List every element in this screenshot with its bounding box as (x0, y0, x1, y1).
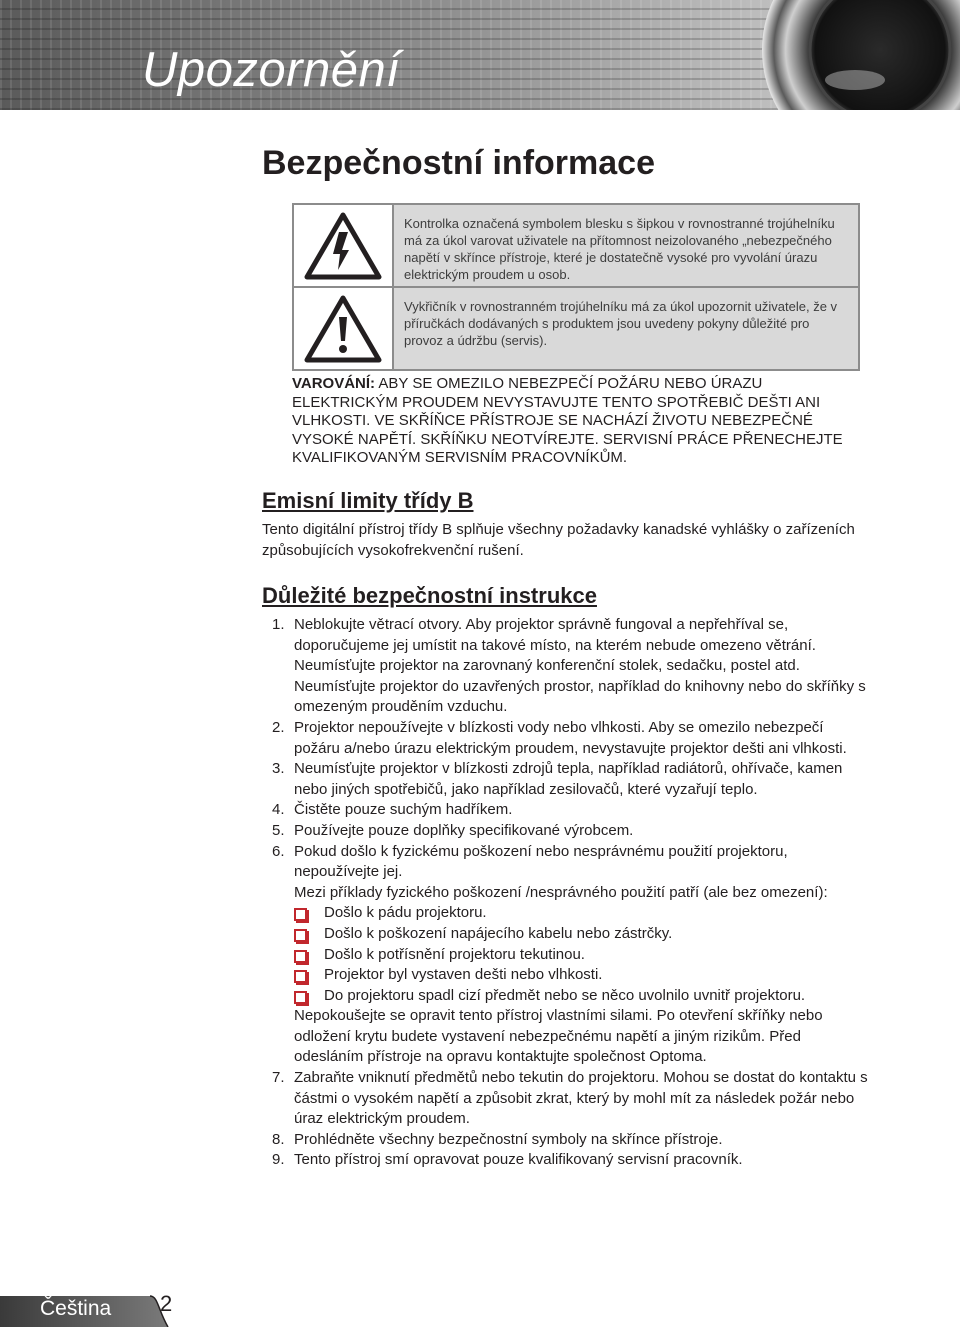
damage-examples-list (294, 903, 872, 1006)
section-title: Bezpečnostní informace (262, 144, 655, 182)
list-item (272, 615, 872, 718)
checkbox-bullet-icon (294, 908, 307, 921)
item-sub-outro: Nepokoušejte se opravit tento přístroj vlastními silami. Po otevření skříňky nebo odložení krytu budete vystavení nebezpečnému napětí a jiným rizikům. Před odesláním přístroje na opravu kontaktujte společnost Optoma. (294, 1007, 823, 1066)
item-number: 5. (272, 821, 285, 839)
warning-lightning-text: Kontrolka označená symbolem blesku s šipkou v rovnostranné trojúhelníku má za úkol varovat uživatele na přítomnost neizolovaného „nebezpečného napětí v skřínce přístroje, které je dostatečně vysoké pro vyvolání úrazu elektrickým proudem u osob. (404, 216, 835, 282)
item-text: Projektor nepoužívejte v blízkosti vody nebo vlhkosti. Aby se omezilo nebezpečí požáru a/nebo úrazu elektrickým proudem, nevystavujte projektor dešti ani vlhkosti. (294, 718, 847, 757)
sub-list-item (294, 986, 872, 1007)
header-banner (0, 0, 960, 110)
item-text: Tento přístroj smí opravovat pouze kvalifikovaný servisní pracovník. (294, 1151, 743, 1169)
warning-row-lightning (294, 205, 858, 286)
footer-language: Čeština (40, 1297, 112, 1320)
item-number: 6. (272, 842, 285, 860)
sub-list-item (294, 924, 872, 945)
caps-warning-label: VAROVÁNÍ: (292, 375, 376, 392)
warning-symbols-table (292, 203, 860, 371)
list-item (272, 1068, 872, 1130)
item-number: 3. (272, 760, 285, 778)
checkbox-bullet-icon (294, 929, 307, 942)
item-text: Čistěte pouze suchým hadříkem. (294, 801, 513, 819)
item-sub-intro: Mezi příklady fyzického poškození /nesprávného použití patří (ale bez omezení): (294, 883, 828, 901)
exclamation-triangle-icon (304, 295, 382, 363)
item-text: Neumísťujte projektor v blízkosti zdrojů tepla, například radiátorů, ohřívače, kamen nebo jiných spotřebičů, jako například zesilovačů, které vyzařují teplo. (294, 760, 843, 798)
item-number: 4. (272, 801, 285, 819)
item-number: 1. (272, 616, 285, 633)
sub-list-item (294, 903, 872, 924)
warning-row-exclamation (294, 286, 858, 369)
sub-item-text: Projektor byl vystaven dešti nebo vlhkosti. (324, 966, 603, 984)
warning-exclamation-text: Vykřičník v rovnostranném trojúhelníku má za úkol upozornit uživatele, že v příručkách dodávaných s produktem jsou uvedeny pokyny důležité pro provoz a údržbu (servis). (404, 299, 838, 348)
item-number: 9. (272, 1151, 285, 1169)
checkbox-bullet-icon (294, 950, 307, 963)
item-number: 8. (272, 1130, 285, 1148)
sub-list-item (294, 965, 872, 986)
instructions-title: Důležité bezpečnostní instrukce (262, 583, 597, 608)
sub-item-text: Do projektoru spadl cizí předmět nebo se něco uvolnilo uvnitř projektoru. (324, 986, 806, 1004)
checkbox-bullet-icon (294, 970, 307, 983)
projector-lens-image (760, 0, 960, 110)
sub-item-text: Došlo k potřísnění projektoru tekutinou. (324, 945, 585, 963)
caps-warning (292, 375, 872, 468)
page-number: 2 (160, 1291, 173, 1316)
lightning-triangle-icon (304, 212, 382, 280)
emission-title: Emisní limity třídy B (262, 488, 474, 513)
item-text: Používejte pouze doplňky specifikované výrobcem. (294, 821, 634, 839)
item-text: Neblokujte větrací otvory. Aby projektor správně fungoval a nepřehříval se, doporučujeme jej umístit na takové místo, na kterém nebude omezeno větrání. Neumísťujte projektor na zarovnaný konferenční stolek, sedačku, postel atd. Neumísťujte projektor do uzavřených prostor, například do knihovny nebo do skříňky s omezeným prouděním vzduchu. (294, 616, 866, 716)
sub-item-text: Došlo k poškození napájecího kabelu nebo zástrčky. (324, 924, 673, 942)
list-item (272, 800, 872, 821)
item-text: Pokud došlo k fyzickému poškození nebo nesprávnému použití projektoru, nepoužívejte jej. (294, 842, 788, 881)
list-item (272, 1150, 872, 1171)
emission-text: Tento digitální přístroj třídy B splňuje všechny požadavky kanadské vyhlášky o zařízeních způsobujících vysokofrekvenční rušení. (262, 521, 855, 559)
caps-warning-text: ABY SE OMEZILO NEBEZPEČÍ POŽÁRU NEBO ÚRAZU ELEKTRICKÝM PROUDEM NEVYSTAVUJTE TENTO SPOTŘEBIČ DEŠTI ANI VLHKOSTI. VE SKŘÍŇCE PŘÍSTROJE SE NACHÁZÍ ŽIVOTU NEBEZPEČNÉ VYSOKÉ NAPĚTÍ. SKŘÍŇKU NEOTVÍREJTE. SERVISNÍ PRÁCE PŘENECHEJTE KVALIFIKOVANÝM SERVISNÍM PRACOVNÍKŮM. (292, 375, 843, 466)
sub-item-text: Došlo k pádu projektoru. (324, 904, 487, 922)
list-item (272, 1130, 872, 1151)
list-item (272, 718, 872, 759)
list-item (272, 759, 872, 800)
item-number: 2. (272, 718, 285, 736)
sub-list-item (294, 945, 872, 966)
item-text: Zabraňte vniknutí předmětů nebo tekutin do projektoru. Mohou se dostat do kontaktu s částmi o vysokém napětí a způsobit zkrat, který by mohl mít za následek požár nebo úraz elektrickým proudem. (294, 1069, 868, 1128)
item-number: 7. (272, 1069, 285, 1087)
page-title: Upozornění (142, 43, 401, 97)
item-text: Prohlédněte všechny bezpečnostní symboly na skřínce přístroje. (294, 1130, 723, 1148)
list-item (272, 842, 872, 1069)
instructions-list (272, 615, 872, 1171)
checkbox-bullet-icon (294, 991, 307, 1004)
list-item (272, 821, 872, 842)
